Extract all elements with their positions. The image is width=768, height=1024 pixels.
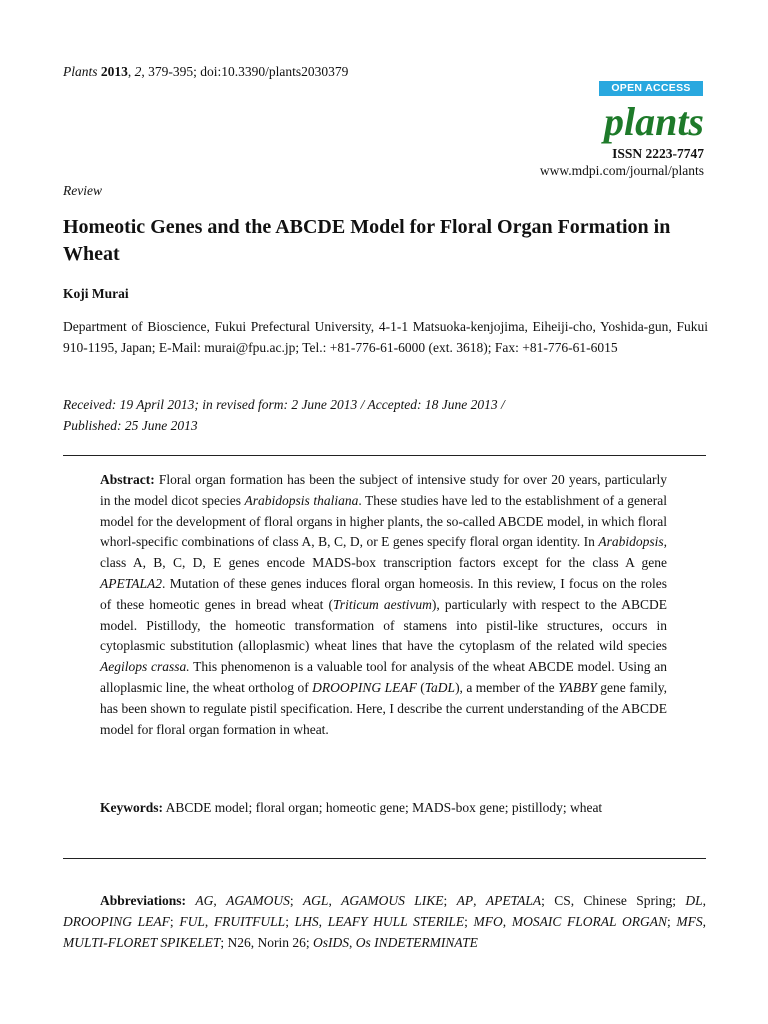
abbrev-text: ; N26, Norin 26; bbox=[220, 935, 313, 950]
abbrev-text: , bbox=[318, 914, 328, 929]
article-type: Review bbox=[63, 183, 102, 198]
abstract-text: ( bbox=[416, 679, 425, 695]
abbrev-text: ; bbox=[285, 914, 295, 929]
abstract-text: , class A, B, C, D, E genes encode MADS-box transcription factors except for the class A gene bbox=[100, 534, 667, 571]
citation-volume: 2 bbox=[134, 64, 142, 79]
abbrev-term: APETALA bbox=[485, 893, 542, 908]
abbreviations bbox=[63, 890, 706, 953]
journal-logo: plants bbox=[603, 99, 704, 144]
divider-bottom bbox=[63, 858, 706, 859]
abbrev-term: LHS bbox=[294, 914, 319, 929]
article-title: Homeotic Genes and the ABCDE Model for Floral Organ Formation in Wheat bbox=[63, 216, 671, 265]
issn: ISSN 2223-7747 bbox=[612, 146, 704, 161]
abbrev-text: , bbox=[349, 935, 356, 950]
abstract-italic: Aegilops crassa. bbox=[100, 659, 190, 675]
abbrev-term: MOSAIC FLORAL ORGAN bbox=[511, 914, 667, 929]
divider-top bbox=[63, 455, 706, 456]
dates-published: Published: 25 June 2013 bbox=[63, 418, 198, 433]
abbrev-text: , bbox=[702, 914, 707, 929]
abbrev-text: ; bbox=[666, 914, 677, 929]
journal-name: Plants bbox=[63, 64, 98, 79]
abbrev-term: MFS bbox=[676, 914, 703, 929]
abbrev-text: , bbox=[502, 914, 512, 929]
abstract-italic: YABBY bbox=[558, 679, 597, 695]
abbrev-text: , bbox=[702, 893, 706, 908]
abbrev-text: , bbox=[473, 893, 486, 908]
abbrev-term: FRUITFULL bbox=[213, 914, 286, 929]
abstract-text: Floral organ formation has been the subject of intensive study for over 20 years, particularly in the model dicot species bbox=[100, 472, 667, 508]
citation-line: Plants 2013, 2, 379-395; doi:10.3390/plants2030379 bbox=[63, 64, 349, 79]
author-affiliation: Department of Bioscience, Fukui Prefectural University, 4-1-1 Matsuoka-kenjojima, Eiheiji-cho, Yoshida-gun, Fukui 910-1195, Japan; E-Mail: murai@fpu.ac.jp; Tel.: +81-776-61-6000 (ext. 3618); Fax: +81-776-61-6015 bbox=[63, 319, 708, 355]
abbrev-term: DROOPING LEAF bbox=[63, 914, 170, 929]
abstract-text: ), particularly with respect to the ABCDE model. Pistillody, the homeotic transformation of stamens into pistil-like structures, occurs in cytoplasmic substitution (alloplasmic) wheat lines that have the cytoplasm of the related wild species bbox=[100, 596, 667, 654]
abstract-italic: TaDL bbox=[424, 679, 456, 695]
keywords-text: ABCDE model; floral organ; homeotic gene; MADS-box gene; pistillody; wheat bbox=[163, 800, 603, 815]
author-name: Koji Murai bbox=[63, 286, 129, 301]
abbrev-text: ; CS, Chinese Spring; bbox=[541, 893, 686, 908]
open-access-badge: OPEN ACCESS bbox=[599, 81, 703, 96]
abbrev-term: DL bbox=[685, 893, 703, 908]
abbrev-text: , bbox=[328, 893, 342, 908]
abbrev-term: OsIDS bbox=[313, 935, 349, 950]
dates-received-accepted: Received: 19 April 2013; in revised form: 2 June 2013 / Accepted: 18 June 2013 / bbox=[63, 397, 505, 412]
abbreviations-label: Abbreviations: bbox=[100, 893, 187, 908]
keywords bbox=[100, 797, 667, 818]
abstract-label: Abstract: bbox=[100, 472, 155, 487]
abstract-text: ), a member of the bbox=[455, 679, 559, 695]
abstract-italic: DROOPING LEAF bbox=[312, 679, 417, 695]
abbrev-term: AGL bbox=[302, 893, 329, 908]
abbrev-term: MFO bbox=[473, 914, 503, 929]
abstract-text: . These studies have led to the establishment of a general model for the development of floral organs in higher plants, the so-called ABCDE model, in which floral whorl-specific combinations of class A, B, C, D, or E genes specify floral organ identity. In bbox=[100, 492, 667, 550]
abbrev-term: AG bbox=[195, 893, 214, 908]
abbrev-term: AGAMOUS bbox=[226, 893, 290, 908]
abbrev-text: ; bbox=[443, 893, 457, 908]
abbrev-text: ; bbox=[169, 914, 180, 929]
abbrev-text: ; bbox=[464, 914, 474, 929]
abstract-text: . Mutation of these genes induces floral organ homeosis. In this review, I focus on the roles of these homeotic genes in bread wheat ( bbox=[100, 575, 667, 612]
abbrev-text: ; bbox=[289, 893, 303, 908]
abbrev-term: AGAMOUS LIKE bbox=[341, 893, 444, 908]
abbrev-term: Os INDETERMINATE bbox=[355, 935, 478, 950]
abbrev-term: FUL bbox=[179, 914, 205, 929]
abstract-italic: Arabidopsis thaliana bbox=[244, 492, 359, 508]
citation-pages-doi[interactable]: , 379-395; doi:10.3390/plants2030379 bbox=[141, 64, 349, 79]
abstract-italic: Triticum aestivum bbox=[333, 596, 432, 612]
abbrev-term: MULTI-FLORET SPIKELET bbox=[63, 935, 221, 950]
citation-year: 2013 bbox=[100, 64, 128, 79]
journal-url[interactable]: www.mdpi.com/journal/plants bbox=[539, 163, 704, 178]
abstract bbox=[100, 470, 667, 740]
abbrev-term: LEAFY HULL STERILE bbox=[327, 914, 465, 929]
abstract-italic: Arabidopsis bbox=[598, 534, 664, 550]
abbrev-text: , bbox=[213, 893, 227, 908]
publication-dates bbox=[63, 394, 623, 436]
abstract-text: This phenomenon is a valuable tool for analysis of the wheat ABCDE model. Using an alloplasmic line, the wheat ortholog of bbox=[100, 659, 668, 695]
abbrev-term: AP bbox=[456, 893, 474, 908]
abstract-text: gene family, has been shown to regulate pistil specification. Here, I describe the current understanding of the ABCDE model for floral organ formation in wheat. bbox=[100, 679, 667, 737]
keywords-label: Keywords: bbox=[100, 800, 163, 815]
abstract-italic: APETALA2 bbox=[100, 575, 162, 591]
abbrev-text: , bbox=[204, 914, 214, 929]
